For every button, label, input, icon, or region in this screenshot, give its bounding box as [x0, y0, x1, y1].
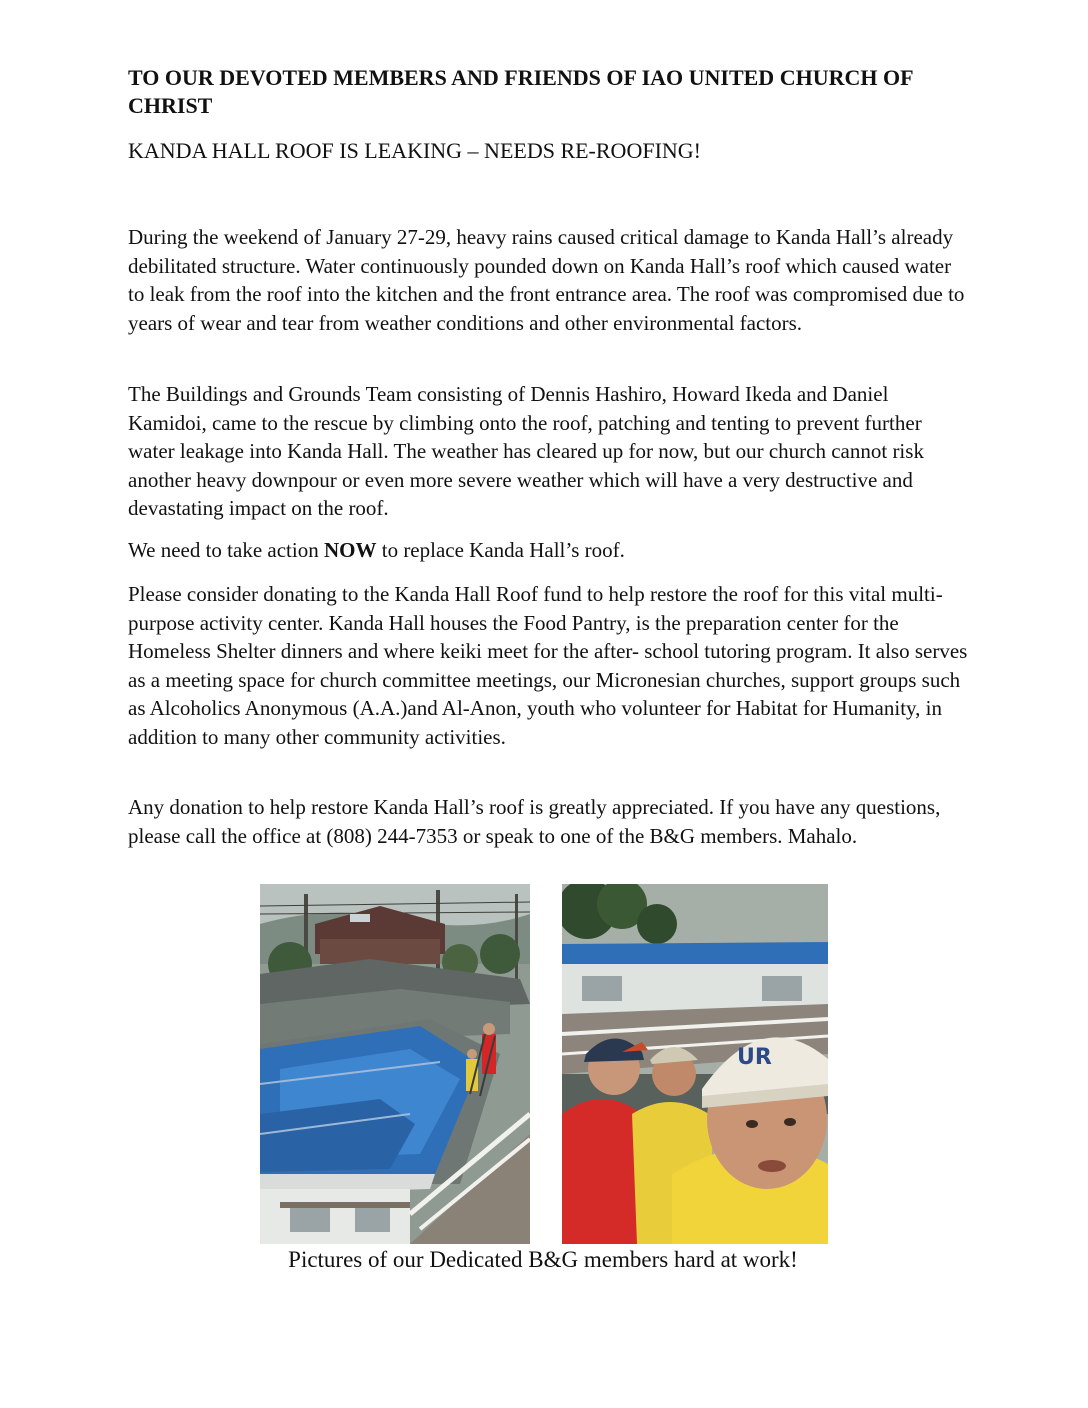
photo-roof-tarps: [260, 884, 530, 1244]
paragraph-donation-appeal: Please consider donating to the Kanda Hall Roof fund to help restore the roof for this vital multi-purpose activity center. Kanda Hall houses the Food Pantry, is the preparation center for the Homeless Shelter dinners and where keiki meet for the after- school tutoring program. It also serves as a meeting space for church committee meetings, our Micronesian churches, support groups such as Alcoholics Anonymous (A.A.)and Al-Anon, youth who volunteer for Habitat for Humanity, in addition to many other community activities.: [128, 582, 968, 749]
members-selfie-illustration: [562, 884, 828, 1244]
letter-heading: TO OUR DEVOTED MEMBERS AND FRIENDS OF IAO UNITED CHURCH OF CHRIST: [128, 65, 913, 118]
roof-tarps-illustration: [260, 884, 530, 1244]
call-to-action-lead: We need to take action: [128, 538, 324, 562]
paragraph-storm-damage: During the weekend of January 27-29, heavy rains caused critical damage to Kanda Hall’s already debilitated structure. Water continuously pounded down on Kanda Hall’s roof which caused water to leak from the roof into the kitchen and the front entrance area. The roof was compromised due to years of wear and tear from weather conditions and other environmental factors.: [128, 225, 965, 335]
paragraph-bg-team: The Buildings and Grounds Team consisting of Dennis Hashiro, Howard Ikeda and Daniel Kamidoi, came to the rescue by climbing onto the roof, patching and tenting to prevent further water leakage into Kanda Hall. The weather has cleared up for now, but our church cannot risk another heavy downpour or even more severe weather which will have a very destructive and devastating impact on the roof.: [128, 382, 924, 520]
paragraph-call-to-action: [128, 536, 968, 565]
photo-bg-members-selfie: [562, 884, 828, 1244]
call-to-action-tail: to replace Kanda Hall’s roof.: [376, 538, 625, 562]
cap-logo: UR: [737, 1045, 772, 1070]
paragraph-contact: Any donation to help restore Kanda Hall’s roof is greatly appreciated. If you have any questions, please call the office at (808) 244-7353 or speak to one of the B&G members. Mahalo.: [128, 795, 941, 848]
letter-subheading: KANDA HALL ROOF IS LEAKING – NEEDS RE-ROOFING!: [128, 138, 701, 163]
photo-caption: Pictures of our Dedicated B&G members hard at work!: [288, 1247, 798, 1272]
call-to-action-emphasis: NOW: [323, 538, 377, 562]
